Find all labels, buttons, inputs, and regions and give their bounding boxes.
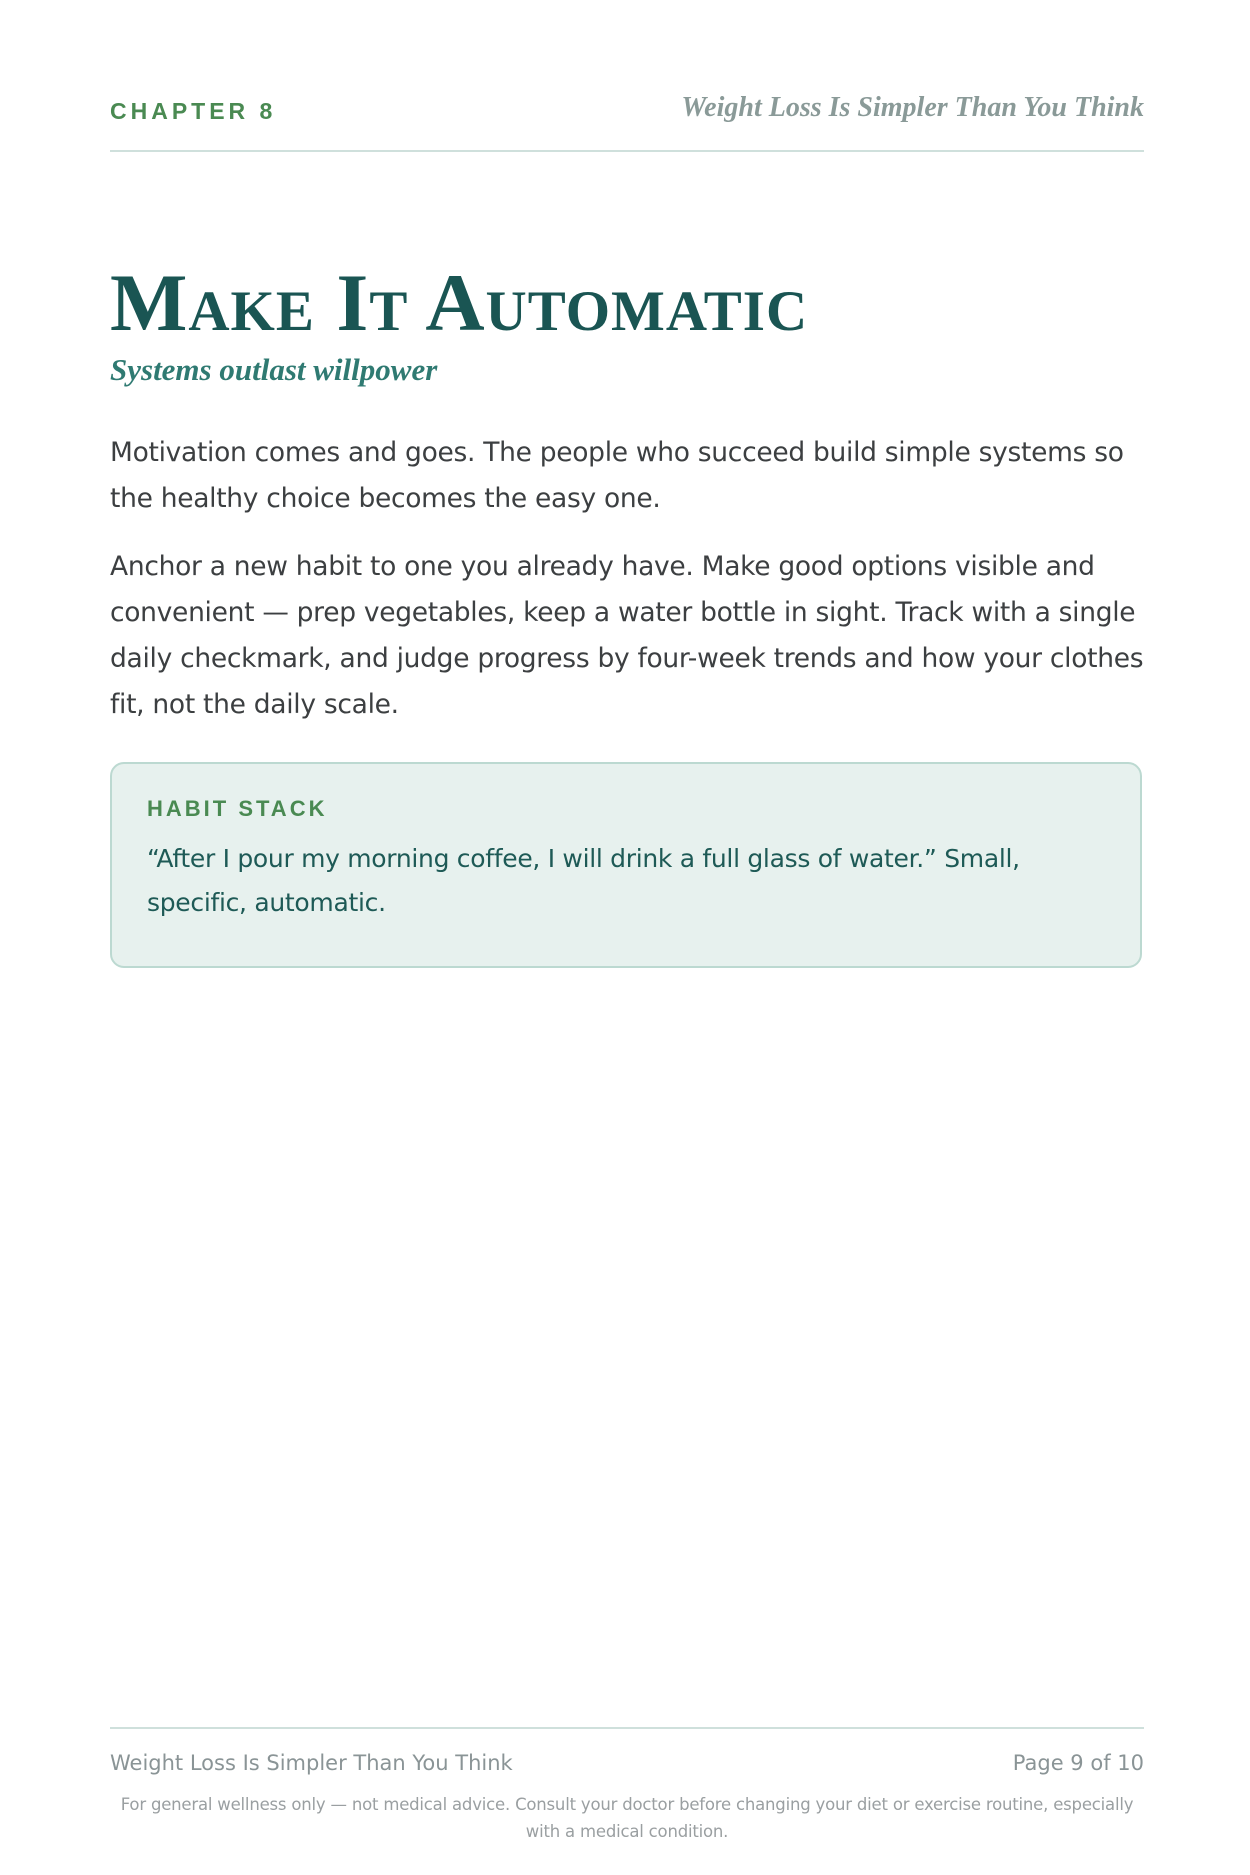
chapter-subtitle: Systems outlast willpower xyxy=(110,352,438,387)
callout-label: HABIT STACK xyxy=(147,796,328,821)
chapter-title: Make It Automatic xyxy=(110,257,809,348)
body-paragraph: Anchor a new habit to one you already have. Make good options visible and convenient — prep vegetables, keep a water bottle in sight. Track with a single daily checkmark, and judge progress by four-week trends and how your clothes fit, not the daily scale. xyxy=(110,551,1144,720)
footer-book-title: Weight Loss Is Simpler Than You Think xyxy=(110,1751,513,1775)
page-footer xyxy=(110,1727,1144,1841)
chapter-label: CHAPTER 8 xyxy=(110,98,277,124)
document-page xyxy=(110,0,1144,1875)
body-paragraph: Motivation comes and goes. The people who succeed build simple systems so the healthy choice becomes the easy one. xyxy=(110,437,1124,514)
callout-text: “After I pour my morning coffee, I will drink a full glass of water.” Small, specific, automatic. xyxy=(147,844,1020,917)
footer-disclaimer: For general wellness only — not medical advice. Consult your doctor before changing your diet or exercise routine, especially with a medical condition. xyxy=(120,1795,1134,1841)
running-header xyxy=(110,90,1144,152)
header-book-title: Weight Loss Is Simpler Than You Think xyxy=(681,92,1144,123)
habit-stack-callout xyxy=(110,762,1142,968)
page-number: Page 9 of 10 xyxy=(1012,1751,1144,1775)
